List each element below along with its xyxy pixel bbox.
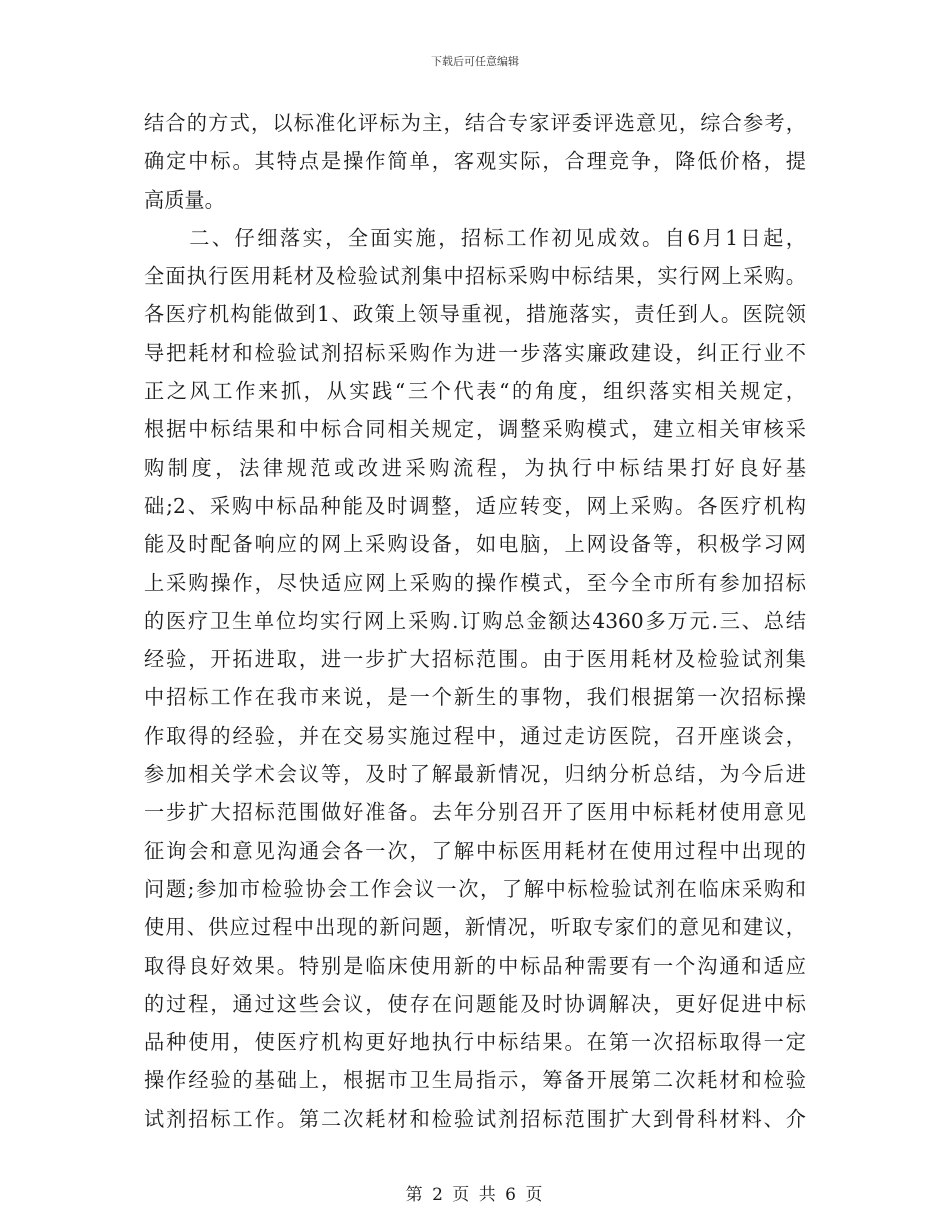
text-line: 的过程，通过这些会议，使存在问题能及时协调解决，更好促进中标 — [144, 991, 806, 1016]
text-line: 购制度，法律规范或改进采购流程，为执行中标结果打好良好基 — [144, 455, 806, 480]
text-line: 上采购操作，尽快适应网上采购的操作模式，至今全市所有参加招标 — [144, 570, 806, 595]
text-line: 正之风工作来抓，从实践“三个代表“的角度，组织落实相关规定， — [144, 379, 806, 404]
text-line: 中招标工作在我市来说，是一个新生的事物，我们根据第一次招标操 — [144, 685, 806, 710]
text-line: 作取得的经验，并在交易实施过程中，通过走访医院，召开座谈会， — [144, 723, 806, 748]
text-line: 的医疗卫生单位均实行网上采购.订购总金额达4360多万元.三、总结 — [144, 608, 806, 633]
text-line: 根据中标结果和中标合同相关规定，调整采购模式，建立相关审核采 — [144, 417, 806, 442]
text-line: 结合的方式，以标准化评标为主，结合专家评委评选意见，综合参考， — [144, 111, 806, 135]
text-line: 取得良好效果。特别是临床使用新的中标品种需要有一个沟通和适应 — [144, 953, 806, 978]
text-line: 高质量。 — [144, 187, 225, 212]
text-line: 各医疗机构能做到1、政策上领导重视，措施落实，责任到人。医院领 — [144, 302, 806, 327]
text-line: 品种使用，使医疗机构更好地执行中标结果。在第一次招标取得一定 — [144, 1030, 806, 1055]
page-header: 下载后可任意编辑 — [431, 55, 519, 68]
text-line: 础;2、采购中标品种能及时调整，适应转变，网上采购。各医疗机构 — [144, 493, 806, 518]
text-line: 二、仔细落实，全面实施，招标工作初见成效。自6月1日起， — [144, 225, 806, 250]
text-line: 征询会和意见沟通会各一次，了解中标医用耗材在使用过程中出现的 — [144, 838, 806, 863]
text-line: 全面执行医用耗材及检验试剂集中招标采购中标结果，实行网上采购。 — [144, 264, 806, 289]
document-body — [144, 104, 806, 1138]
text-line: 确定中标。其特点是操作简单，客观实际，合理竞争，降低价格，提 — [144, 149, 806, 174]
text-line: 参加相关学术会议等，及时了解最新情况，归纳分析总结，为今后进 — [144, 762, 806, 787]
text-line: 一步扩大招标范围做好准备。去年分别召开了医用中标耗材使用意见 — [144, 800, 806, 825]
page-number-footer: 第 2 页 共 6 页 — [405, 1185, 545, 1205]
text-line: 导把耗材和检验试剂招标采购作为进一步落实廉政建设，纠正行业不 — [144, 340, 806, 365]
text-line: 试剂招标工作。第二次耗材和检验试剂招标范围扩大到骨科材料、介 — [144, 1106, 806, 1131]
text-line: 操作经验的基础上，根据市卫生局指示，筹备开展第二次耗材和检验 — [144, 1068, 806, 1093]
text-line: 使用、供应过程中出现的新问题，新情况，听取专家们的意见和建议， — [144, 915, 806, 940]
text-line: 问题;参加市检验协会工作会议一次，了解中标检验试剂在临床采购和 — [144, 876, 806, 901]
text-line: 能及时配备响应的网上采购设备，如电脑，上网设备等，积极学习网 — [144, 532, 806, 557]
text-line: 经验，开拓进取，进一步扩大招标范围。由于医用耗材及检验试剂集 — [144, 647, 806, 672]
